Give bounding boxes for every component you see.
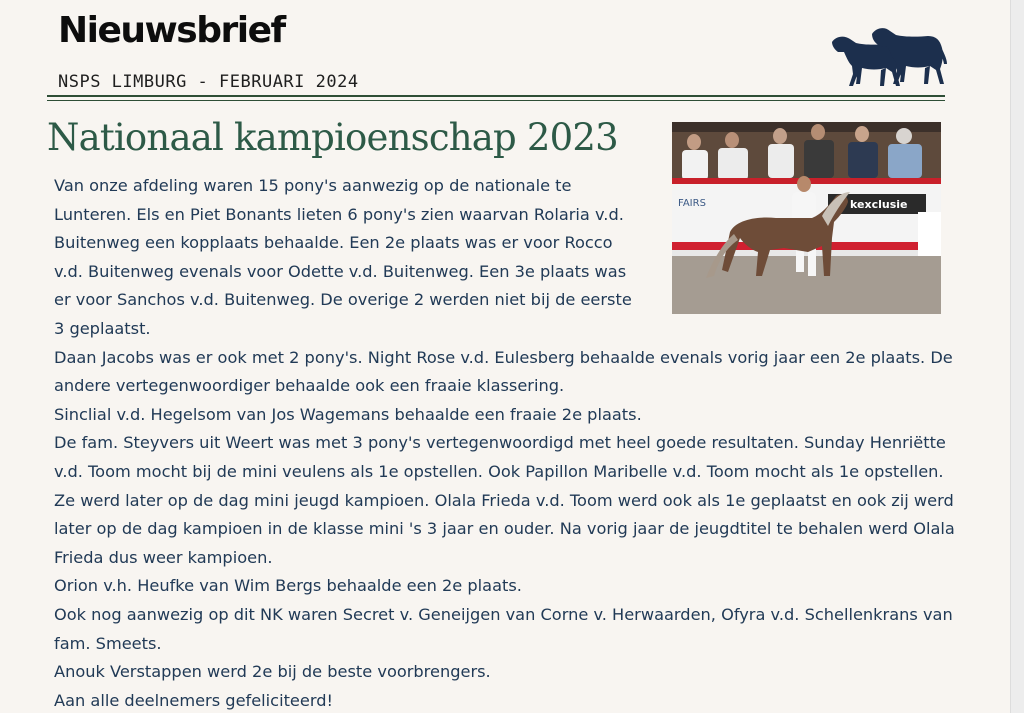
paragraph — [54, 429, 1004, 572]
text-line: later op de dag kampioen in de klasse mini 's 3 jaar en ouder. Na vorig jaar de jeugdtitel te behalen werd Olala — [54, 519, 955, 539]
paragraph — [54, 572, 1004, 601]
text-line: andere vertegenwoordiger behaalde ook een fraaie klassering. — [54, 376, 565, 396]
paragraph — [54, 172, 1004, 344]
text-line: Van onze afdeling waren 15 pony's aanwezig op de nationale te — [54, 176, 572, 195]
text-line: Frieda dus weer kampioen. — [54, 547, 273, 567]
text-line: fam. Smeets. — [54, 633, 162, 653]
text-line: 3 geplaatst. — [54, 318, 151, 338]
text-line: Aan alle deelnemers gefeliciteerd! — [54, 690, 333, 710]
paragraph — [54, 658, 1004, 687]
header-rule-thin — [47, 100, 945, 101]
text-line: v.d. Buitenweg evenals voor Odette v.d. Buitenweg. Een 3e plaats was — [54, 261, 627, 281]
text-line: Buitenweg een kopplaats behaalde. Een 2e plaats was er voor Rocco — [54, 233, 613, 253]
text-line: Orion v.h. Heufke van Wim Bergs behaalde een 2e plaats. — [54, 576, 522, 596]
paragraph — [54, 601, 1004, 658]
masthead: Nieuwsbrief — [58, 10, 285, 51]
issue-line: NSPS LIMBURG - FEBRUARI 2024 — [58, 72, 359, 92]
paragraph — [54, 687, 1004, 713]
article-body — [54, 172, 1004, 713]
text-line: Sinclial v.d. Hegelsom van Jos Wagemans behaalde een fraaie 2e plaats. — [54, 404, 642, 424]
svg-text:FAIRS: FAIRS — [678, 198, 706, 209]
text-line: Ze werd later op de dag mini jeugd kampioen. Olala Frieda v.d. Toom werd ook als 1e geplaatst en ook zij werd — [54, 490, 954, 510]
article-title: Nationaal kampioenschap 2023 — [47, 116, 618, 159]
vertical-scrollbar[interactable] — [1010, 0, 1024, 713]
text-line: Lunteren. Els en Piet Bonants lieten 6 pony's zien waarvan Rolaria v.d. — [54, 204, 624, 224]
text-line: Anouk Verstappen werd 2e bij de beste voorbrengers. — [54, 662, 491, 682]
header-rule — [47, 95, 945, 97]
svg-text:kexclusie: kexclusie — [850, 198, 908, 211]
two-horses-icon — [826, 22, 948, 92]
text-line: Daan Jacobs was er ook met 2 pony's. Night Rose v.d. Eulesberg behaalde evenals vorig jaar een 2e plaats. De — [54, 347, 953, 367]
paragraph — [54, 344, 1004, 401]
text-line: er voor Sanchos v.d. Buitenweg. De overige 2 werden niet bij de eerste — [54, 290, 632, 310]
text-line: v.d. Toom mocht bij de mini veulens als 1e opstellen. Ook Papillon Maribelle v.d. Toom mocht als 1e opstellen. — [54, 461, 944, 481]
text-line: De fam. Steyvers uit Weert was met 3 pony's vertegenwoordigd met heel goede resultaten. Sunday Henriëtte — [54, 433, 946, 453]
text-line: Ook nog aanwezig op dit NK waren Secret v. Geneijgen van Corne v. Herwaarden, Ofyra v.d. Schellenkrans van — [54, 604, 953, 624]
paragraph — [54, 401, 1004, 430]
